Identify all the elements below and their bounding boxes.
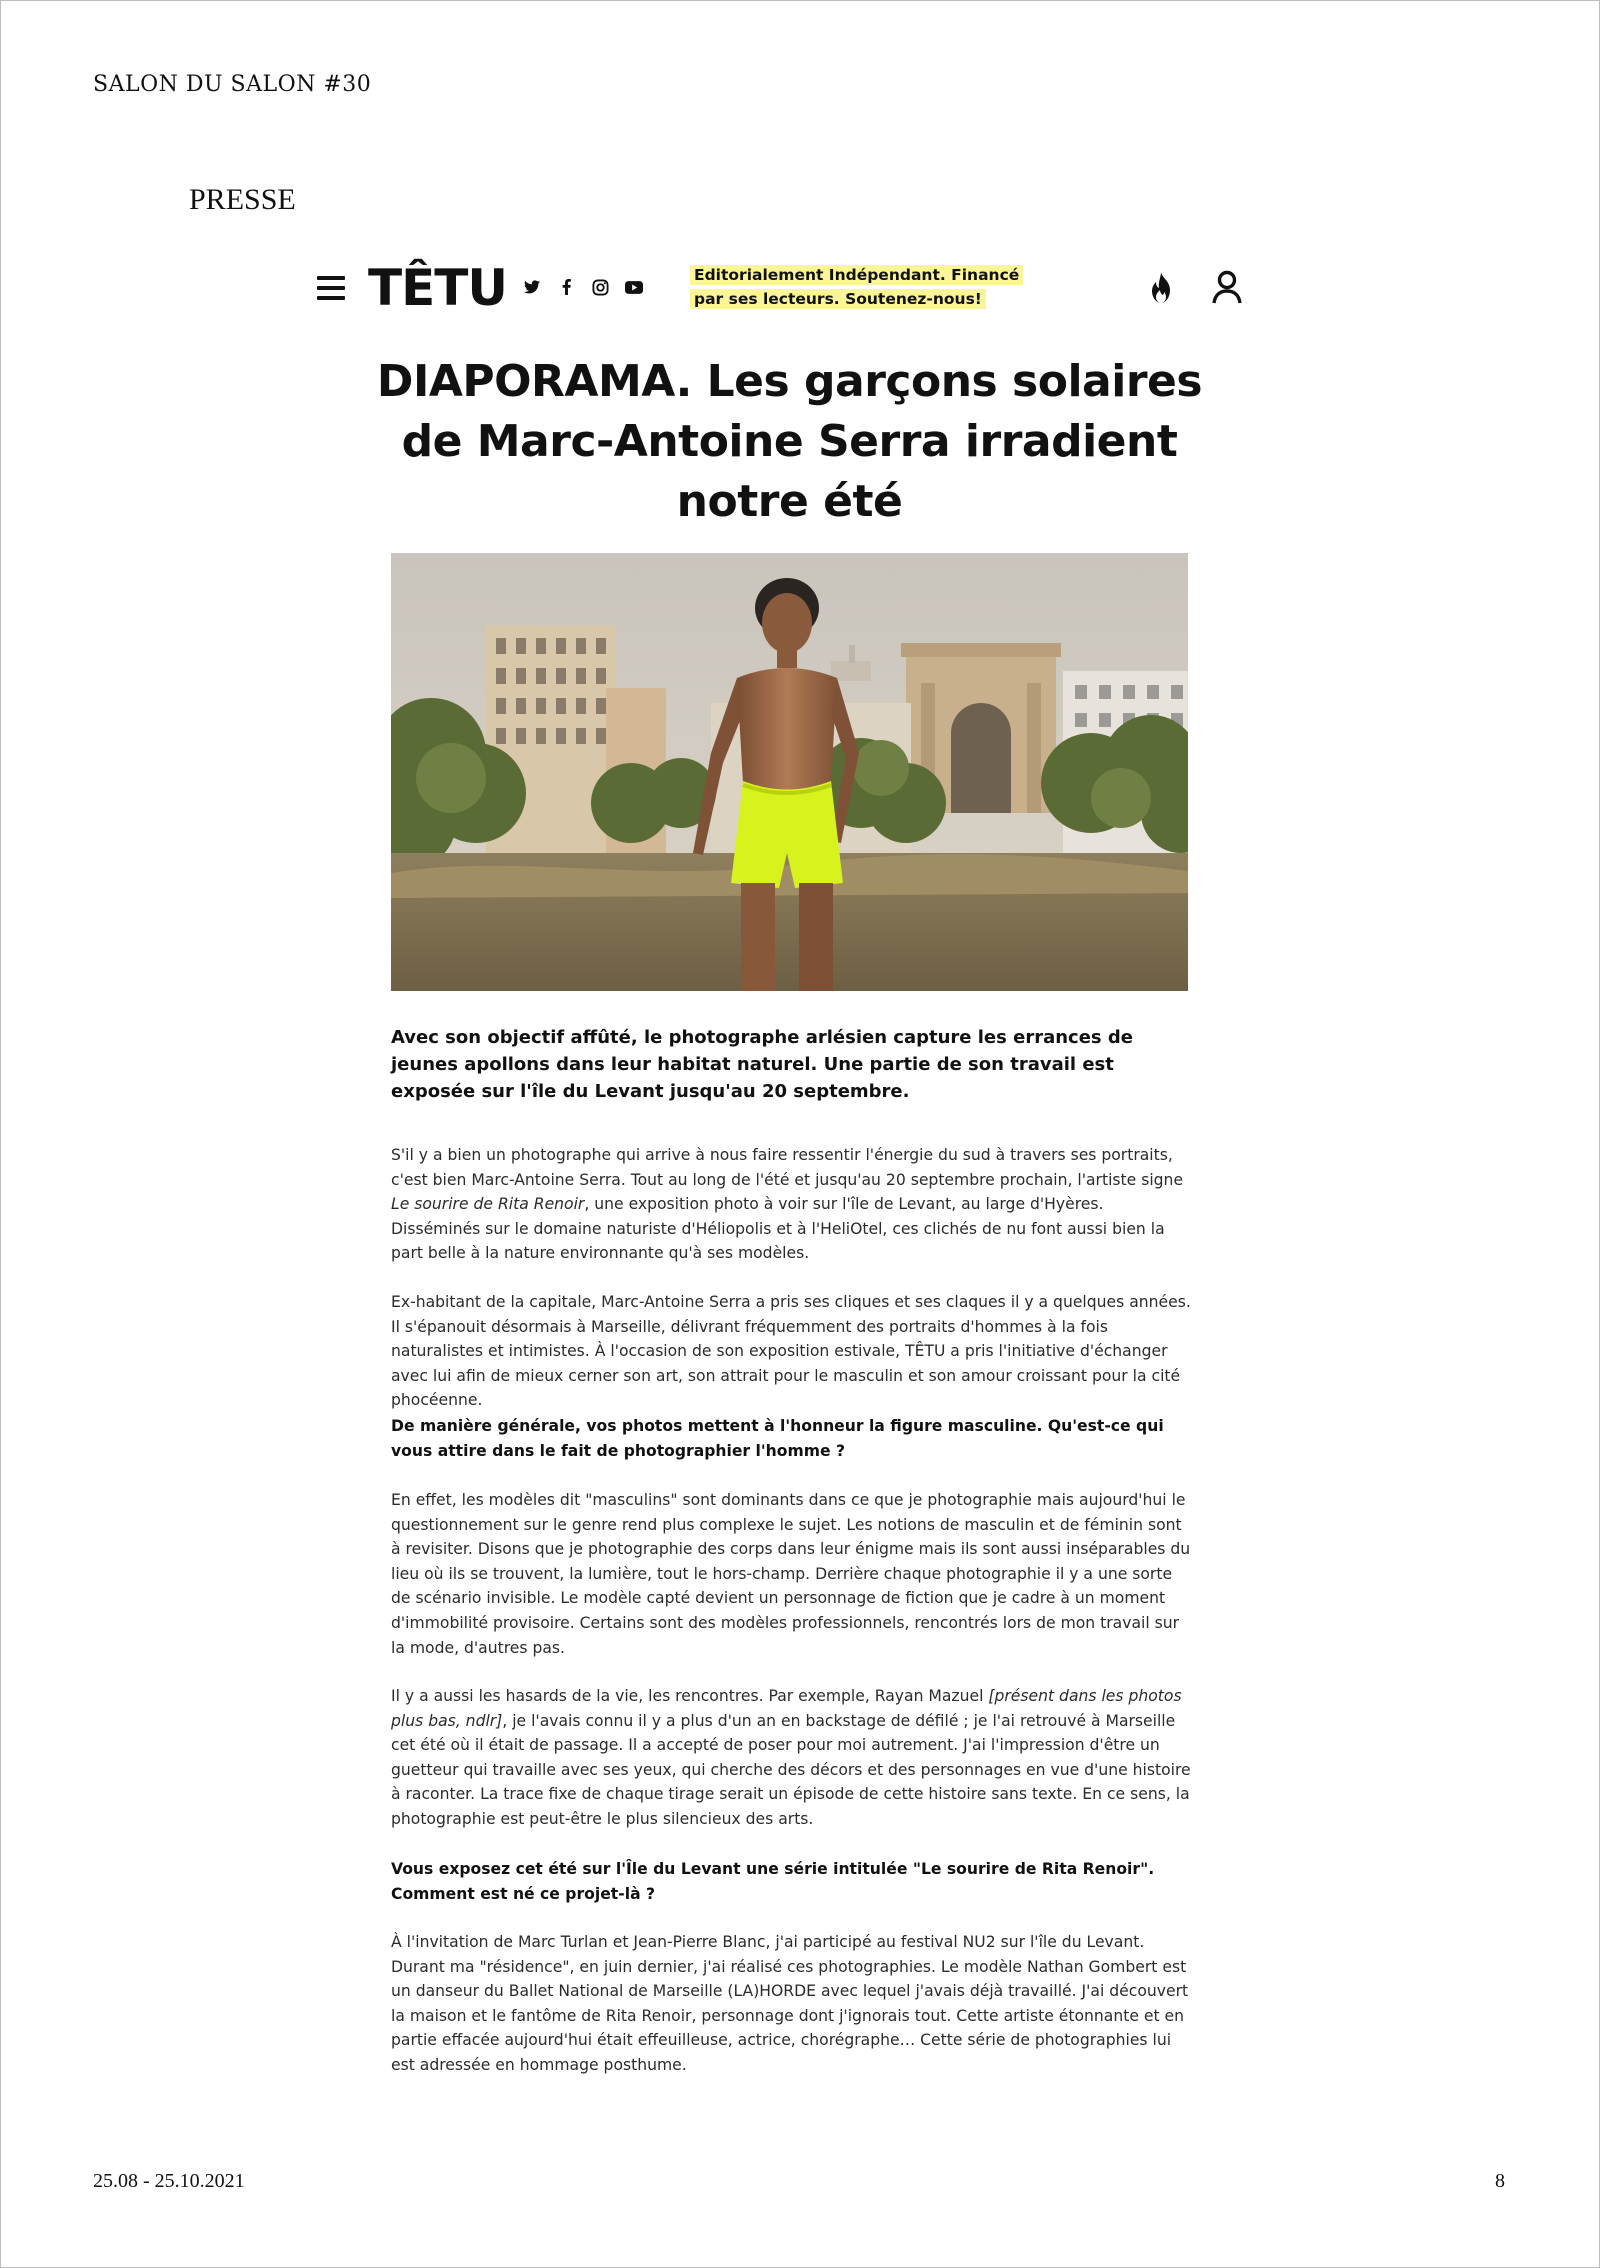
instagram-icon[interactable] bbox=[590, 277, 610, 297]
support-banner[interactable] bbox=[690, 263, 1035, 311]
support-banner-text[interactable]: Editorialement Indépendant. Financé par ses lecteurs. Soutenez-nous! bbox=[690, 265, 1023, 309]
exhibition-title: Le sourire de Rita Renoir bbox=[391, 1195, 585, 1214]
social-links bbox=[522, 277, 644, 297]
answer-text-a: Il y a aussi les hasards de la vie, les rencontres. Par exemple, Rayan Mazuel bbox=[391, 1687, 989, 1705]
hero-photo bbox=[391, 553, 1188, 991]
editor-note: [présent dans les photos plus bas, ndlr] bbox=[391, 1687, 1182, 1730]
article-lede: Avec son objectif affûté, le photographe arlésien capture les errances de jeunes apollons dans leur habitat naturel. Une partie de son travail est exposée sur l'île du Levant jusqu'au 20 septembre. bbox=[391, 1027, 1133, 1102]
twitter-icon[interactable] bbox=[522, 277, 542, 297]
section-label: PRESSE bbox=[189, 183, 296, 216]
youtube-icon[interactable] bbox=[624, 277, 644, 297]
site-header bbox=[312, 258, 1247, 316]
interview-answer-1-continued bbox=[391, 1684, 1191, 1832]
interview-answer-1: En effet, les modèles dit "masculins" sont dominants dans ce que je photographie mais aujourd'hui le questionnement sur le genre rend plus complexe le sujet. Les notions de masculin et de féminin sont à revisiter. Disons que je photographie des corps dans leur énigme mais ils sont aussi inséparables du lieu où ils se trouvent, la lumière, tout le hors-champ. Derrière chaque photographie il y a une sorte de scénario invisible. Le modèle capté devient un personnage de fiction que je cadre à un moment d'immobilité provisoire. Certains sont des modèles professionnels, rencontrés lors de mon travail sur la mode, d'autres pas. bbox=[391, 1491, 1191, 1657]
interview-answer-2: À l'invitation de Marc Turlan et Jean-Pierre Blanc, j'ai participé au festival NU2 sur l'île du Levant. Durant ma "résidence", en juin dernier, j'ai réalisé ces photographies. Le modèle Nathan Gombert est un danseur du Ballet National de Marseille (LA)HORDE avec lequel j'avais déjà travaillé. J'ai découvert la maison et le fantôme de Rita Renoir, personnage dont j'ignorais tout. Cette artiste étonnante et en partie effacée aujourd'hui était effeuilleuse, actrice, chorégraphe… Cette série de photographies lui est adressée en hommage posthume. bbox=[391, 1933, 1189, 2074]
paragraph-background: Ex-habitant de la capitale, Marc-Antoine Serra a pris ses cliques et ses claques il y a quelques années. Il s'épanouit désormais à Marseille, délivrant fréquemment des portraits d'hommes à la fois naturalistes et intimistes. À l'occasion de son exposition estivale, TÊTU a pris l'initiative d'échanger avec lui afin de mieux cerner son art, son attrait pour le masculin et son amour croissant pour la cité phocéenne. bbox=[391, 1293, 1191, 1410]
paragraph-intro-text-a: S'il y a bien un photographe qui arrive à nous faire ressentir l'énergie du sud à travers ses portraits, c'est bien Marc-Antoine Serra. Tout au long de l'été et jusqu'au 20 septembre prochain, l'artiste signe bbox=[391, 1146, 1184, 1189]
paragraph-intro bbox=[391, 1143, 1191, 1266]
answer-text-b: , je l'avais connu il y a plus d'un an en backstage de défilé ; je l'ai retrouvé à Marseille cet été où il était de passage. Il a accepté de poser pour moi autrement. J'ai l'impression d'être un guetteur qui travaille avec ses yeux, qui cherche des décors et des personnages en vue d'une histoire à raconter. La trace fixe de chaque tirage serait un épisode de cette histoire sans texte. En ce sens, la photographie est peut-être le plus silencieux des arts. bbox=[391, 1711, 1191, 1828]
article-headline: DIAPORAMA. Les garçons solaires de Marc-Antoine Serra irradient notre été bbox=[376, 356, 1203, 527]
site-logo[interactable]: TÊTU bbox=[368, 259, 507, 317]
interview-question-1: De manière générale, vos photos mettent à l'honneur la figure masculine. Qu'est-ce qui vous attire dans le fait de photographier l'homme ? bbox=[391, 1417, 1164, 1460]
page-number: 8 bbox=[1495, 2170, 1505, 2192]
paragraph-intro-text-b: , une exposition photo à voir sur l'île de Levant, au large d'Hyères. Disséminés sur le domaine naturiste d'Héliopolis et à l'HeliOtel, ces clichés de nu font aussi bien la part belle à la nature environnante qu'à ses modèles. bbox=[391, 1195, 1165, 1263]
flame-icon[interactable] bbox=[1148, 272, 1174, 304]
menu-icon[interactable] bbox=[317, 276, 345, 300]
interview-question-2: Vous exposez cet été sur l'Île du Levant une série intitulée "Le sourire de Rita Renoir". Comment est né ce projet-là ? bbox=[391, 1860, 1155, 1903]
footer-dates: 25.08 - 25.10.2021 bbox=[93, 2170, 245, 2192]
running-head: SALON DU SALON #30 bbox=[93, 72, 372, 97]
facebook-icon[interactable] bbox=[556, 277, 576, 297]
user-icon[interactable] bbox=[1212, 270, 1242, 304]
